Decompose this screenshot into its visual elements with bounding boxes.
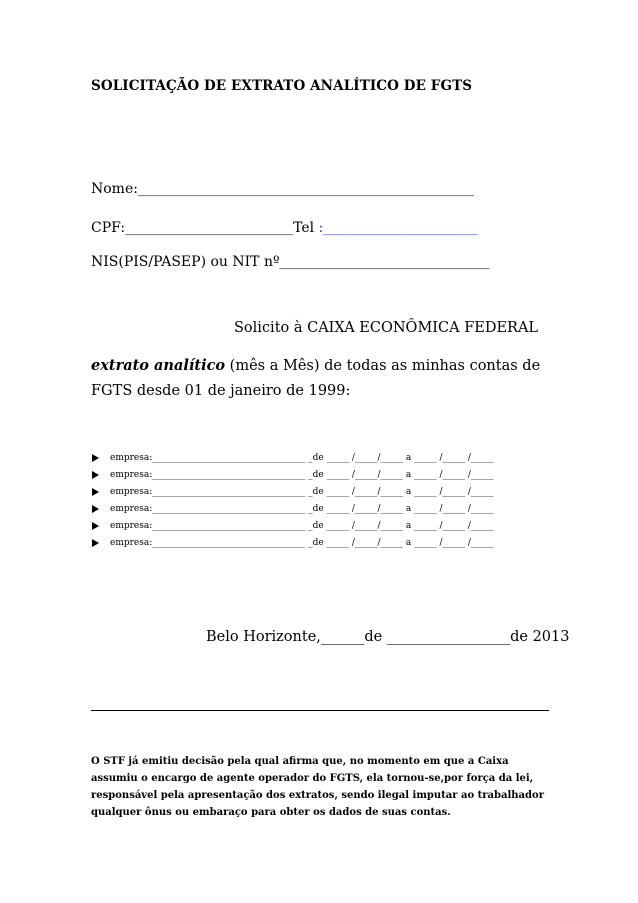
- arrow-bullet-icon: [92, 539, 99, 547]
- nis-field: NIS(PIS/PASEP) ou NIT nº______________________________: [91, 254, 490, 270]
- empresa-line: empresa:__________________________________ _de _____ /_____/_____ a _____ /_____ /_____: [110, 537, 494, 548]
- request-text-line1: (mês a Mês) de todas as minhas contas de: [225, 358, 541, 374]
- cpf-tel-field: [91, 220, 477, 236]
- local-data-line: Belo Horizonte,______de _________________de 2013: [206, 629, 570, 645]
- list-item: [91, 500, 493, 517]
- empresa-line: empresa:__________________________________ _de _____ /_____/_____ a _____ /_____ /_____: [110, 452, 494, 463]
- list-item: [91, 483, 493, 500]
- arrow-bullet-icon: [92, 505, 99, 513]
- empresa-line: empresa:__________________________________ _de _____ /_____/_____ a _____ /_____ /_____: [110, 520, 494, 531]
- request-paragraph: [91, 353, 561, 404]
- arrow-bullet-icon: [92, 522, 99, 530]
- list-item: [91, 466, 493, 483]
- tel-field: :______________________: [318, 220, 478, 236]
- list-item: [91, 534, 493, 551]
- signature-line: [91, 710, 549, 711]
- arrow-bullet-icon: [92, 471, 99, 479]
- empresa-line: empresa:__________________________________ _de _____ /_____/_____ a _____ /_____ /_____: [110, 503, 494, 514]
- arrow-bullet-icon: [92, 454, 99, 462]
- empresa-line: empresa:__________________________________ _de _____ /_____/_____ a _____ /_____ /_____: [110, 486, 494, 497]
- nome-field: Nome:________________________________________________: [91, 181, 474, 197]
- list-item: [91, 449, 493, 466]
- request-emphasis: extrato analítico: [91, 357, 226, 374]
- document-title: SOLICITAÇÃO DE EXTRATO ANALÍTICO DE FGTS: [91, 78, 473, 94]
- cpf-field: CPF:________________________Tel: [91, 220, 319, 236]
- solicito-line: Solicito à CAIXA ECONÔMICA FEDERAL: [234, 320, 539, 336]
- legal-note: O STF já emitiu decisão pela qual afirma que, no momento em que a Caixa assumiu o encargo de agente operador do FGTS, ela tornou-se,por força da lei, responsável pela apresentação dos extratos, sendo ilegal imputar ao trabalhador qualquer ônus ou embaraço para obter os dados de suas contas.: [91, 756, 544, 818]
- request-text-line2: FGTS desde 01 de janeiro de 1999:: [91, 383, 351, 399]
- arrow-bullet-icon: [92, 488, 99, 496]
- empresa-line: empresa:__________________________________ _de _____ /_____/_____ a _____ /_____ /_____: [110, 469, 494, 480]
- list-item: [91, 517, 493, 534]
- empresa-list: [91, 449, 493, 551]
